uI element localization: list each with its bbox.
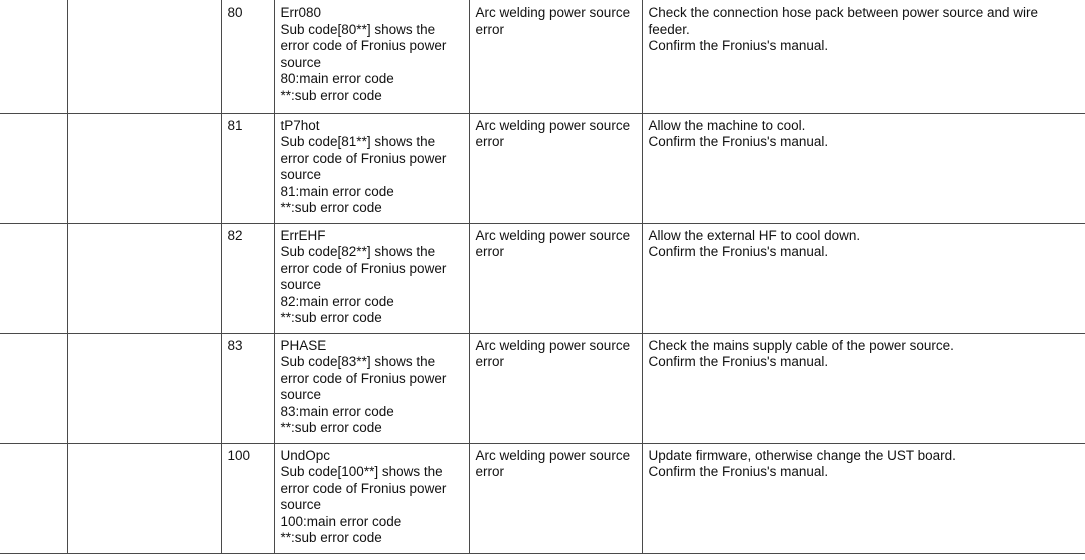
empty-cell: [67, 113, 221, 223]
display-message-line: error code of Fronius power: [280, 150, 447, 166]
table-row: [0, 443, 1085, 553]
display-message-cell: [274, 223, 469, 333]
empty-cell: [67, 333, 221, 443]
cause-line: error: [475, 354, 505, 370]
display-message-line: 83:main error code: [280, 403, 394, 419]
remedy-line: Confirm the Fronius's manual.: [648, 244, 829, 260]
display-message-line: source: [280, 54, 322, 70]
error-code-cell: 100: [221, 443, 274, 553]
display-message-line: Sub code[80**] shows the: [280, 21, 436, 37]
display-message-line: PHASE: [280, 337, 327, 353]
cause-cell: [469, 443, 642, 553]
display-message-line: 80:main error code: [280, 71, 394, 87]
display-message-line: **:sub error code: [280, 200, 382, 216]
cause-cell: [469, 0, 642, 113]
cause-line: Arc welding power source: [475, 337, 631, 353]
cause-line: error: [475, 21, 505, 37]
display-message-cell: [274, 443, 469, 553]
display-message-line: 82:main error code: [280, 293, 394, 309]
table-row: [0, 0, 1085, 113]
display-message-cell: [274, 113, 469, 223]
remedy-line: feeder.: [648, 21, 690, 37]
table-row: [0, 223, 1085, 333]
display-message-line: Err080: [280, 5, 322, 20]
cause-line: Arc welding power source: [475, 117, 631, 133]
display-message-line: **:sub error code: [280, 87, 382, 103]
display-message-line: UndOpc: [280, 447, 331, 463]
empty-cell: [0, 333, 67, 443]
error-code-cell: 81: [221, 113, 274, 223]
remedy-line: Confirm the Fronius's manual.: [648, 464, 829, 480]
cause-cell: [469, 223, 642, 333]
display-message-line: error code of Fronius power: [280, 370, 447, 386]
cause-line: Arc welding power source: [475, 5, 631, 20]
display-message-line: **:sub error code: [280, 530, 382, 546]
remedy-line: Confirm the Fronius's manual.: [648, 38, 829, 54]
remedy-cell: [642, 113, 1085, 223]
error-code-cell: 80: [221, 0, 274, 113]
empty-cell: [0, 443, 67, 553]
display-message-line: Sub code[100**] shows the: [280, 464, 443, 480]
cause-line: error: [475, 134, 505, 150]
remedy-line: Allow the machine to cool.: [648, 117, 806, 133]
display-message-line: ErrEHF: [280, 227, 326, 243]
empty-cell: [0, 113, 67, 223]
error-code-cell: 83: [221, 333, 274, 443]
table-row: [0, 333, 1085, 443]
remedy-line: Allow the external HF to cool down.: [648, 227, 861, 243]
display-message-line: source: [280, 277, 322, 293]
empty-cell: [67, 0, 221, 113]
display-message-line: error code of Fronius power: [280, 38, 447, 54]
remedy-line: Check the mains supply cable of the power source.: [648, 337, 954, 353]
empty-cell: [0, 223, 67, 333]
remedy-cell: [642, 0, 1085, 113]
remedy-line: Confirm the Fronius's manual.: [648, 134, 829, 150]
display-message-line: **:sub error code: [280, 310, 382, 326]
display-message-line: **:sub error code: [280, 420, 382, 436]
table-row: [0, 113, 1085, 223]
remedy-cell: [642, 333, 1085, 443]
display-message-line: error code of Fronius power: [280, 260, 447, 276]
remedy-cell: [642, 223, 1085, 333]
remedy-line: Confirm the Fronius's manual.: [648, 354, 829, 370]
display-message-line: source: [280, 167, 322, 183]
display-message-line: tP7hot: [280, 117, 320, 133]
cause-line: error: [475, 244, 505, 260]
display-message-cell: [274, 0, 469, 113]
display-message-line: Sub code[83**] shows the: [280, 354, 436, 370]
cause-cell: [469, 333, 642, 443]
error-code-cell: 82: [221, 223, 274, 333]
display-message-line: source: [280, 497, 322, 513]
empty-cell: [67, 223, 221, 333]
display-message-line: Sub code[81**] shows the: [280, 134, 436, 150]
display-message-line: Sub code[82**] shows the: [280, 244, 436, 260]
remedy-line: Check the connection hose pack between power source and wire: [648, 5, 1038, 20]
cause-line: Arc welding power source: [475, 447, 631, 463]
cause-cell: [469, 113, 642, 223]
cause-line: Arc welding power source: [475, 227, 631, 243]
remedy-cell: [642, 443, 1085, 553]
display-message-cell: [274, 333, 469, 443]
cause-line: error: [475, 464, 505, 480]
remedy-line: Update firmware, otherwise change the UST board.: [648, 447, 956, 463]
display-message-line: 81:main error code: [280, 183, 394, 199]
display-message-line: source: [280, 387, 322, 403]
display-message-line: error code of Fronius power: [280, 480, 447, 496]
empty-cell: [0, 0, 67, 113]
display-message-line: 100:main error code: [280, 513, 402, 529]
empty-cell: [67, 443, 221, 553]
